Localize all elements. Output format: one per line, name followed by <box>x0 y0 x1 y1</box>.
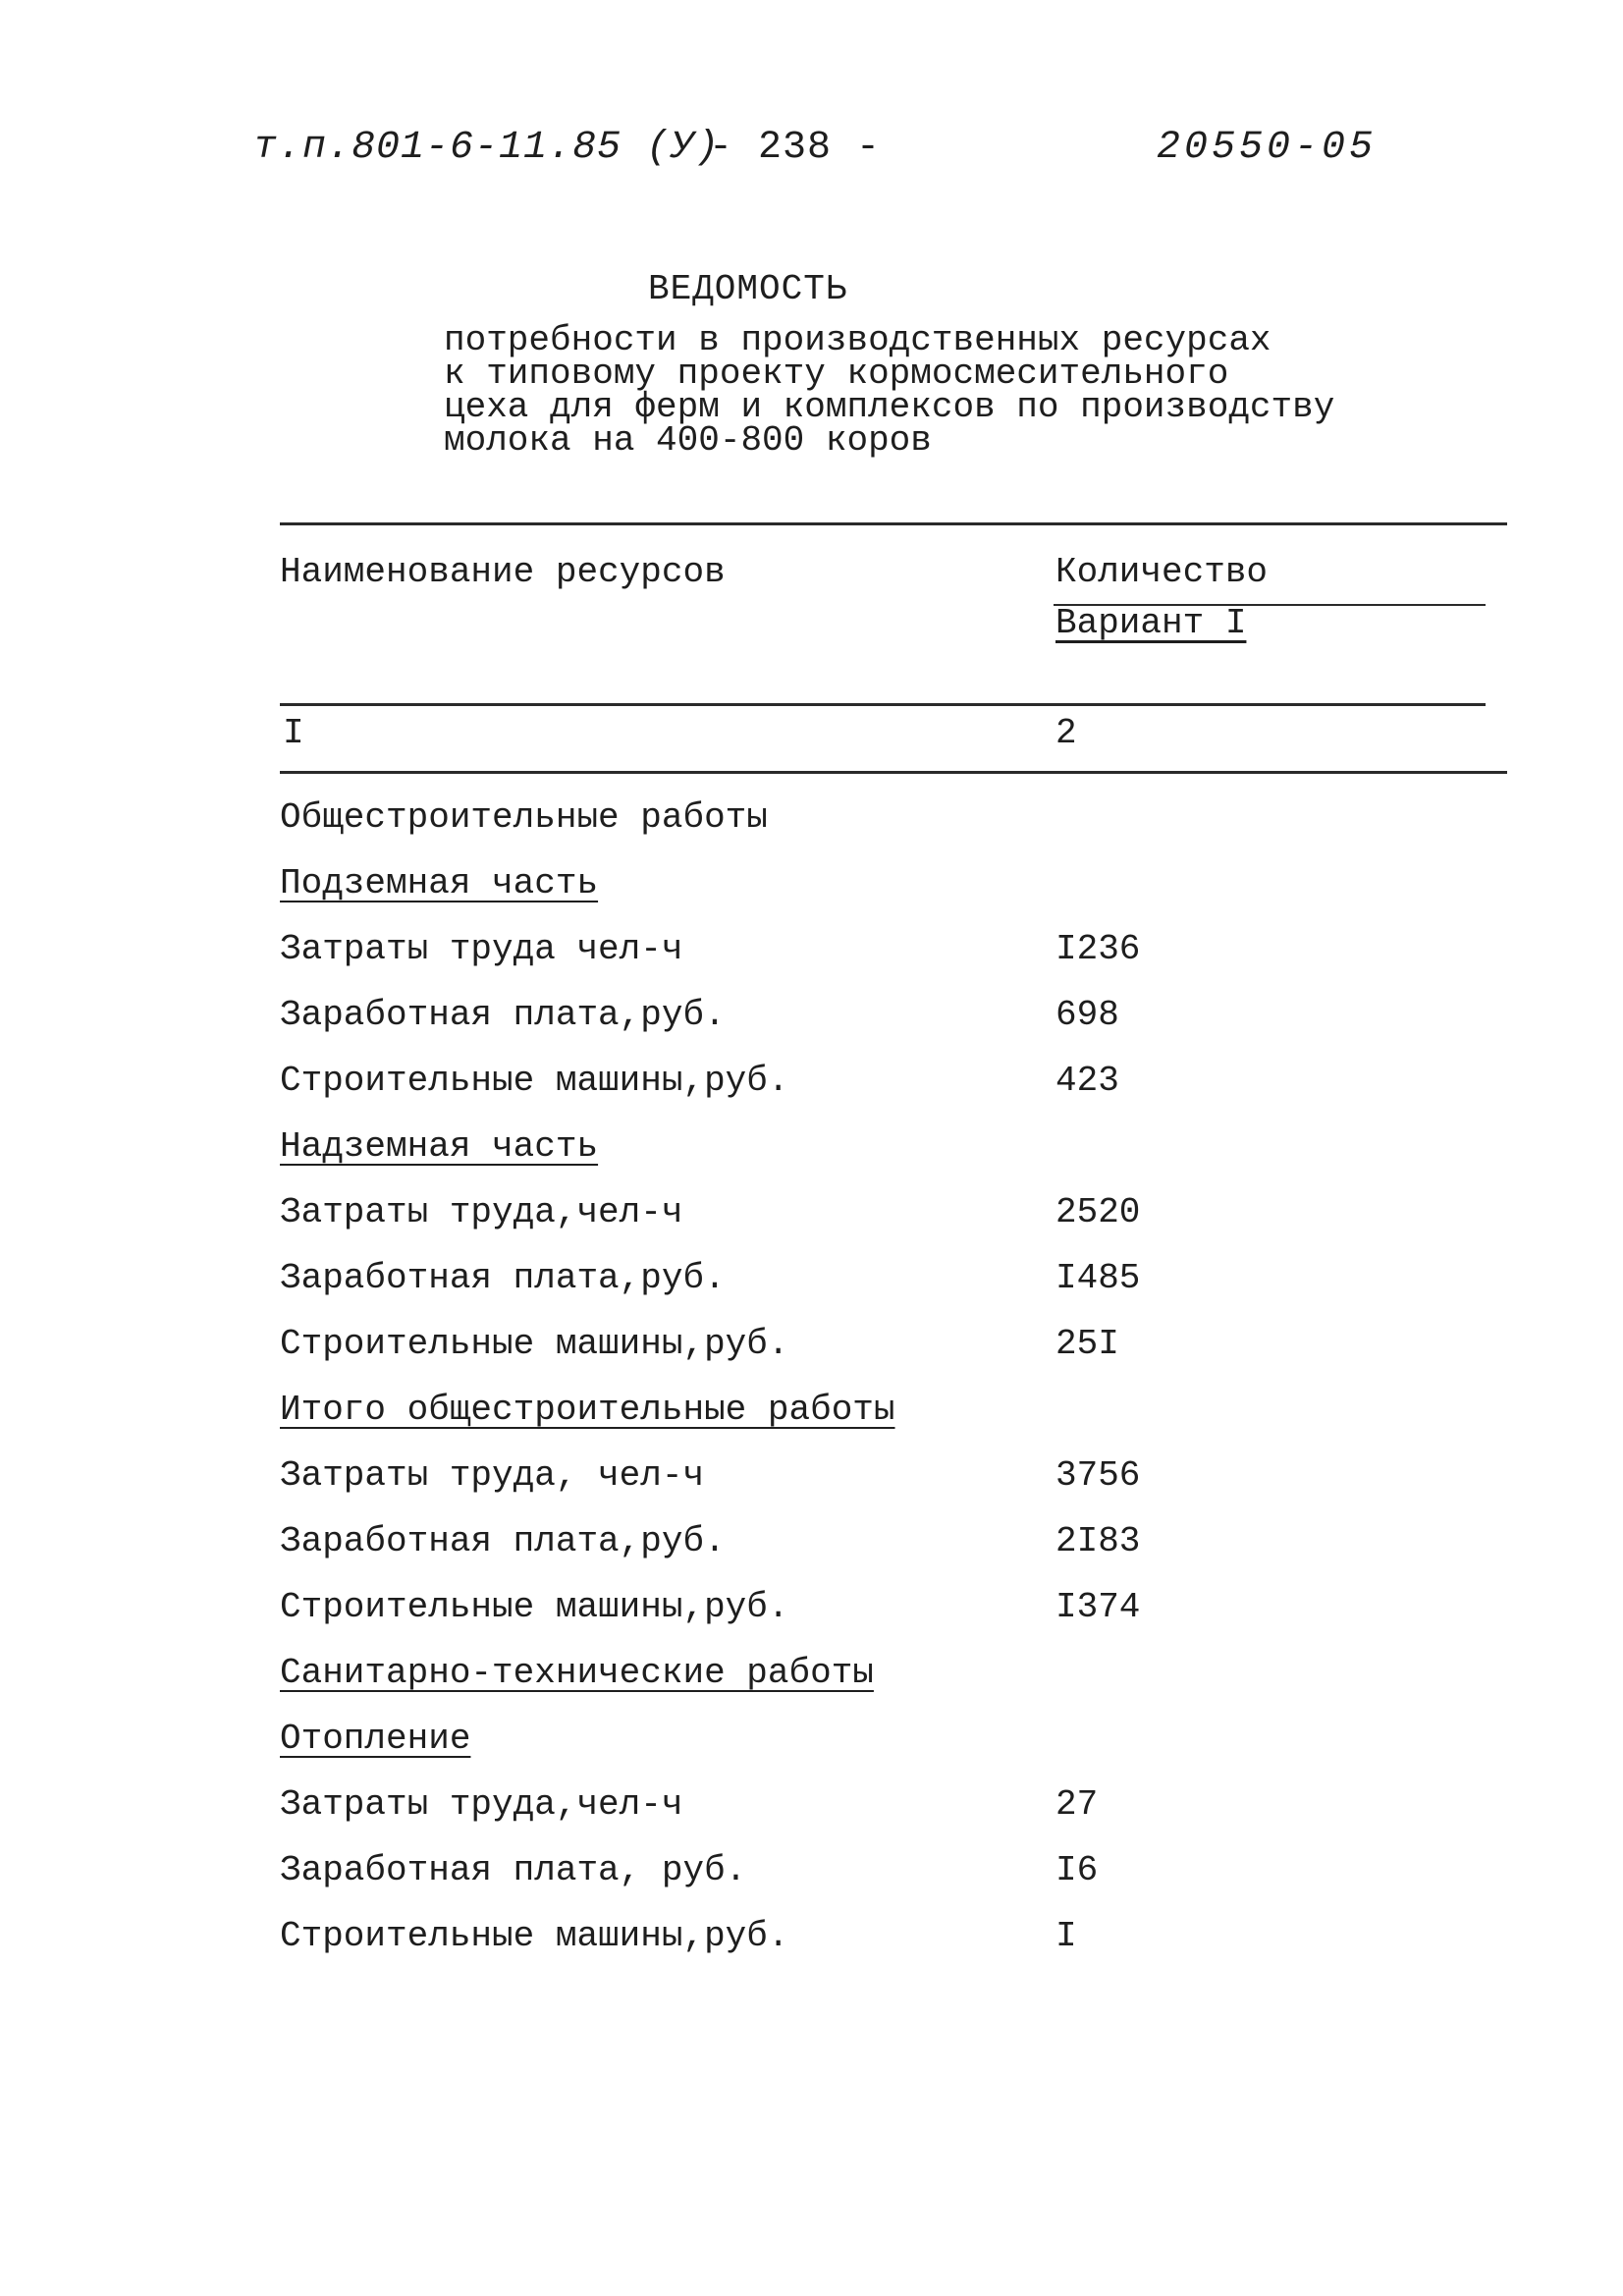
table-row <box>280 1192 1507 1241</box>
table-row <box>280 929 1507 978</box>
document-subtitle <box>444 320 1426 461</box>
row-value: 3756 <box>1055 1455 1141 1496</box>
subtitle-line: к типовому проекту кормосмесительного <box>444 354 1229 394</box>
table-row-section <box>280 1126 1507 1175</box>
column-number-2: 2 <box>1055 713 1077 753</box>
row-name: Затраты труда, чел-ч <box>280 1455 705 1496</box>
column-header-resources: Наименование ресурсов <box>280 552 726 592</box>
row-value: I374 <box>1055 1587 1141 1627</box>
row-value: 27 <box>1055 1784 1099 1825</box>
row-name: Заработная плата,руб. <box>280 995 726 1035</box>
row-value: I6 <box>1055 1850 1099 1890</box>
table-row <box>280 995 1507 1044</box>
subtitle-line: молока на 400-800 коров <box>444 420 932 461</box>
table-row-section <box>280 863 1507 912</box>
archive-number: 20550-05 <box>1157 126 1378 170</box>
page-number: - 238 - <box>709 126 882 170</box>
table-top-rule <box>280 522 1507 525</box>
row-name: Заработная плата,руб. <box>280 1521 726 1561</box>
table-row <box>280 1784 1507 1833</box>
column-subheader-variant: Вариант I <box>1055 603 1247 643</box>
row-name: Заработная плата,руб. <box>280 1258 726 1298</box>
row-name: Итого общестроительные работы <box>280 1390 895 1430</box>
header-bottom-rule <box>280 703 1486 706</box>
row-name: Затраты труда,чел-ч <box>280 1784 683 1825</box>
row-value: I485 <box>1055 1258 1141 1298</box>
row-value: 25I <box>1055 1324 1119 1364</box>
row-name: Санитарно-технические работы <box>280 1653 874 1693</box>
table-row <box>280 1521 1507 1570</box>
table-row <box>280 1324 1507 1373</box>
table-row <box>280 1061 1507 1110</box>
row-name: Подземная часть <box>280 863 599 903</box>
table-row <box>280 1258 1507 1307</box>
row-name: Надземная часть <box>280 1126 599 1167</box>
row-name: Затраты труда чел-ч <box>280 929 683 969</box>
table-row <box>280 1916 1507 1965</box>
row-name: Строительные машины,руб. <box>280 1324 789 1364</box>
row-value: 2I83 <box>1055 1521 1141 1561</box>
doc-code: т.п.801-6-11.85 (У) <box>253 126 721 170</box>
column-header-quantity: Количество <box>1055 552 1269 592</box>
table-row <box>280 1587 1507 1636</box>
table-row-section <box>280 1719 1507 1768</box>
table-row-section <box>280 1390 1507 1439</box>
row-name: Затраты труда,чел-ч <box>280 1192 683 1232</box>
row-name: Отопление <box>280 1719 471 1759</box>
subtitle-line: потребности в производственных ресурсах <box>444 320 1271 360</box>
row-value: 423 <box>1055 1061 1119 1101</box>
row-name: Заработная плата, руб. <box>280 1850 747 1890</box>
table-row <box>280 797 1507 847</box>
table-row <box>280 1455 1507 1504</box>
row-name: Строительные машины,руб. <box>280 1916 789 1956</box>
row-name: Строительные машины,руб. <box>280 1587 789 1627</box>
row-name: Общестроительные работы <box>280 797 768 838</box>
row-name: Строительные машины,руб. <box>280 1061 789 1101</box>
table-row-section <box>280 1653 1507 1702</box>
table-row <box>280 1850 1507 1899</box>
column-number-1: I <box>283 713 304 753</box>
subtitle-line: цеха для ферм и комплексов по производству <box>444 387 1335 427</box>
column-numbers-rule <box>280 771 1507 774</box>
row-value: I236 <box>1055 929 1141 969</box>
row-value: 698 <box>1055 995 1119 1035</box>
document-title: ВЕДОМОСТЬ <box>648 269 848 309</box>
row-value: I <box>1055 1916 1077 1956</box>
row-value: 2520 <box>1055 1192 1141 1232</box>
